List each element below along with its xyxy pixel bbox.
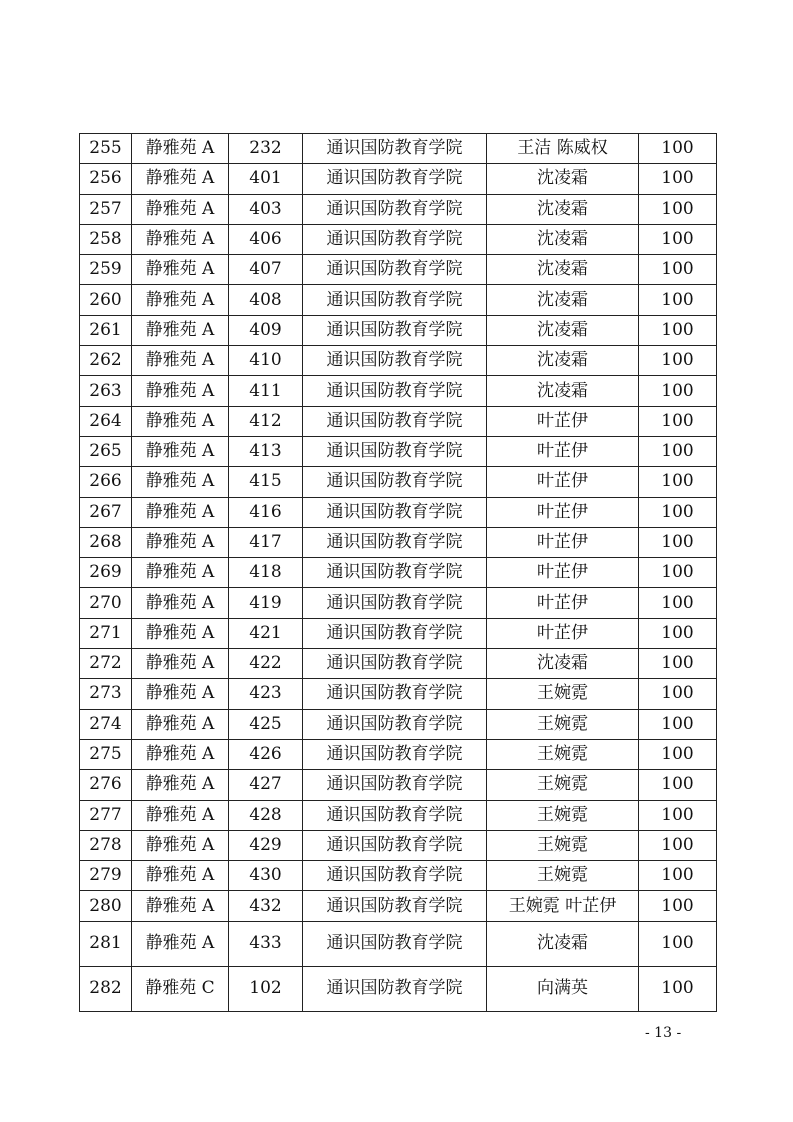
responsible-person-cell: 叶芷伊 — [487, 467, 639, 497]
table-row — [80, 966, 717, 1011]
row-number-cell: 278 — [80, 830, 132, 860]
college-cell: 通识国防教育学院 — [303, 891, 487, 921]
college-cell: 通识国防教育学院 — [303, 679, 487, 709]
building-cell: 静雅苑 A — [132, 800, 229, 830]
building-cell: 静雅苑 A — [132, 921, 229, 966]
row-number-cell: 271 — [80, 618, 132, 648]
table-row — [80, 618, 717, 648]
row-number-cell: 260 — [80, 285, 132, 315]
building-cell: 静雅苑 A — [132, 315, 229, 345]
college-cell: 通识国防教育学院 — [303, 770, 487, 800]
building-cell: 静雅苑 A — [132, 709, 229, 739]
building-cell: 静雅苑 A — [132, 588, 229, 618]
building-cell: 静雅苑 A — [132, 285, 229, 315]
table-row — [80, 679, 717, 709]
row-number-cell: 281 — [80, 921, 132, 966]
table-row — [80, 861, 717, 891]
row-number-cell: 279 — [80, 861, 132, 891]
responsible-person-cell: 沈凌霜 — [487, 649, 639, 679]
table-row — [80, 376, 717, 406]
score-cell: 100 — [639, 709, 717, 739]
room-number-cell: 433 — [229, 921, 303, 966]
row-number-cell: 274 — [80, 709, 132, 739]
score-cell: 100 — [639, 194, 717, 224]
row-number-cell: 265 — [80, 436, 132, 466]
row-number-cell: 267 — [80, 497, 132, 527]
responsible-person-cell: 沈凌霜 — [487, 346, 639, 376]
row-number-cell: 256 — [80, 164, 132, 194]
building-cell: 静雅苑 A — [132, 558, 229, 588]
table-row — [80, 800, 717, 830]
score-cell: 100 — [639, 921, 717, 966]
responsible-person-cell: 叶芷伊 — [487, 436, 639, 466]
responsible-person-cell: 王婉霓 — [487, 739, 639, 769]
college-cell: 通识国防教育学院 — [303, 436, 487, 466]
building-cell: 静雅苑 A — [132, 346, 229, 376]
building-cell: 静雅苑 A — [132, 376, 229, 406]
responsible-person-cell: 叶芷伊 — [487, 558, 639, 588]
row-number-cell: 280 — [80, 891, 132, 921]
responsible-person-cell: 王婉霓 — [487, 800, 639, 830]
table-row — [80, 709, 717, 739]
responsible-person-cell: 沈凌霜 — [487, 315, 639, 345]
room-number-cell: 418 — [229, 558, 303, 588]
score-cell: 100 — [639, 315, 717, 345]
room-number-cell: 102 — [229, 966, 303, 1011]
building-cell: 静雅苑 A — [132, 739, 229, 769]
college-cell: 通识国防教育学院 — [303, 315, 487, 345]
building-cell: 静雅苑 A — [132, 891, 229, 921]
college-cell: 通识国防教育学院 — [303, 527, 487, 557]
building-cell: 静雅苑 A — [132, 224, 229, 254]
row-number-cell: 276 — [80, 770, 132, 800]
college-cell: 通识国防教育学院 — [303, 497, 487, 527]
building-cell: 静雅苑 A — [132, 406, 229, 436]
room-number-cell: 426 — [229, 739, 303, 769]
college-cell: 通识国防教育学院 — [303, 285, 487, 315]
building-cell: 静雅苑 A — [132, 861, 229, 891]
row-number-cell: 270 — [80, 588, 132, 618]
row-number-cell: 258 — [80, 224, 132, 254]
table-row — [80, 558, 717, 588]
responsible-person-cell: 叶芷伊 — [487, 588, 639, 618]
row-number-cell: 282 — [80, 966, 132, 1011]
room-number-cell: 406 — [229, 224, 303, 254]
table-row — [80, 134, 717, 164]
table-row — [80, 588, 717, 618]
responsible-person-cell: 沈凌霜 — [487, 224, 639, 254]
row-number-cell: 264 — [80, 406, 132, 436]
score-cell: 100 — [639, 436, 717, 466]
room-number-cell: 410 — [229, 346, 303, 376]
college-cell: 通识国防教育学院 — [303, 861, 487, 891]
row-number-cell: 255 — [80, 134, 132, 164]
room-number-cell: 232 — [229, 134, 303, 164]
responsible-person-cell: 叶芷伊 — [487, 497, 639, 527]
table-body — [80, 134, 717, 1012]
row-number-cell: 261 — [80, 315, 132, 345]
score-cell: 100 — [639, 467, 717, 497]
college-cell: 通识国防教育学院 — [303, 558, 487, 588]
responsible-person-cell: 叶芷伊 — [487, 618, 639, 648]
responsible-person-cell: 王婉霓 — [487, 861, 639, 891]
table-row — [80, 224, 717, 254]
responsible-person-cell: 叶芷伊 — [487, 406, 639, 436]
responsible-person-cell: 王洁 陈威权 — [487, 134, 639, 164]
responsible-person-cell: 沈凌霜 — [487, 194, 639, 224]
score-cell: 100 — [639, 164, 717, 194]
college-cell: 通识国防教育学院 — [303, 376, 487, 406]
room-number-cell: 432 — [229, 891, 303, 921]
building-cell: 静雅苑 A — [132, 679, 229, 709]
row-number-cell: 269 — [80, 558, 132, 588]
score-cell: 100 — [639, 618, 717, 648]
building-cell: 静雅苑 A — [132, 134, 229, 164]
college-cell: 通识国防教育学院 — [303, 739, 487, 769]
score-cell: 100 — [639, 224, 717, 254]
score-cell: 100 — [639, 497, 717, 527]
college-cell: 通识国防教育学院 — [303, 618, 487, 648]
table-row — [80, 527, 717, 557]
room-number-cell: 411 — [229, 376, 303, 406]
table-row — [80, 830, 717, 860]
building-cell: 静雅苑 C — [132, 966, 229, 1011]
room-number-cell: 429 — [229, 830, 303, 860]
table-row — [80, 255, 717, 285]
responsible-person-cell: 王婉霓 叶芷伊 — [487, 891, 639, 921]
score-cell: 100 — [639, 891, 717, 921]
row-number-cell: 273 — [80, 679, 132, 709]
room-number-cell: 413 — [229, 436, 303, 466]
table-row — [80, 467, 717, 497]
college-cell: 通识国防教育学院 — [303, 709, 487, 739]
responsible-person-cell: 王婉霓 — [487, 830, 639, 860]
room-number-cell: 419 — [229, 588, 303, 618]
room-number-cell: 428 — [229, 800, 303, 830]
room-number-cell: 408 — [229, 285, 303, 315]
building-cell: 静雅苑 A — [132, 770, 229, 800]
row-number-cell: 268 — [80, 527, 132, 557]
table-row — [80, 194, 717, 224]
responsible-person-cell: 沈凌霜 — [487, 921, 639, 966]
table-row — [80, 891, 717, 921]
building-cell: 静雅苑 A — [132, 164, 229, 194]
room-number-cell: 425 — [229, 709, 303, 739]
building-cell: 静雅苑 A — [132, 194, 229, 224]
score-cell: 100 — [639, 739, 717, 769]
room-number-cell: 403 — [229, 194, 303, 224]
room-number-cell: 415 — [229, 467, 303, 497]
row-number-cell: 277 — [80, 800, 132, 830]
score-cell: 100 — [639, 966, 717, 1011]
room-number-cell: 412 — [229, 406, 303, 436]
responsible-person-cell: 沈凌霜 — [487, 255, 639, 285]
responsible-person-cell: 沈凌霜 — [487, 285, 639, 315]
college-cell: 通识国防教育学院 — [303, 134, 487, 164]
row-number-cell: 272 — [80, 649, 132, 679]
room-number-cell: 427 — [229, 770, 303, 800]
dormitory-score-table — [79, 133, 717, 1012]
building-cell: 静雅苑 A — [132, 497, 229, 527]
table-row — [80, 346, 717, 376]
college-cell: 通识国防教育学院 — [303, 164, 487, 194]
score-cell: 100 — [639, 770, 717, 800]
responsible-person-cell: 沈凌霜 — [487, 376, 639, 406]
score-cell: 100 — [639, 346, 717, 376]
college-cell: 通识国防教育学院 — [303, 921, 487, 966]
score-cell: 100 — [639, 255, 717, 285]
building-cell: 静雅苑 A — [132, 527, 229, 557]
college-cell: 通识国防教育学院 — [303, 467, 487, 497]
row-number-cell: 262 — [80, 346, 132, 376]
room-number-cell: 407 — [229, 255, 303, 285]
score-cell: 100 — [639, 527, 717, 557]
table-row — [80, 164, 717, 194]
table-row — [80, 406, 717, 436]
responsible-person-cell: 王婉霓 — [487, 770, 639, 800]
score-cell: 100 — [639, 134, 717, 164]
table-row — [80, 497, 717, 527]
college-cell: 通识国防教育学院 — [303, 830, 487, 860]
page-number: - 13 - — [645, 1025, 682, 1041]
score-cell: 100 — [639, 588, 717, 618]
score-cell: 100 — [639, 679, 717, 709]
score-cell: 100 — [639, 376, 717, 406]
building-cell: 静雅苑 A — [132, 830, 229, 860]
responsible-person-cell: 沈凌霜 — [487, 164, 639, 194]
row-number-cell: 275 — [80, 739, 132, 769]
score-cell: 100 — [639, 406, 717, 436]
responsible-person-cell: 向满英 — [487, 966, 639, 1011]
room-number-cell: 422 — [229, 649, 303, 679]
responsible-person-cell: 王婉霓 — [487, 709, 639, 739]
table-row — [80, 315, 717, 345]
responsible-person-cell: 叶芷伊 — [487, 527, 639, 557]
building-cell: 静雅苑 A — [132, 649, 229, 679]
responsible-person-cell: 王婉霓 — [487, 679, 639, 709]
table-row — [80, 770, 717, 800]
college-cell: 通识国防教育学院 — [303, 966, 487, 1011]
room-number-cell: 423 — [229, 679, 303, 709]
room-number-cell: 401 — [229, 164, 303, 194]
room-number-cell: 416 — [229, 497, 303, 527]
college-cell: 通识国防教育学院 — [303, 649, 487, 679]
building-cell: 静雅苑 A — [132, 467, 229, 497]
table-row — [80, 649, 717, 679]
score-cell: 100 — [639, 861, 717, 891]
college-cell: 通识国防教育学院 — [303, 194, 487, 224]
table-row — [80, 285, 717, 315]
college-cell: 通识国防教育学院 — [303, 588, 487, 618]
building-cell: 静雅苑 A — [132, 618, 229, 648]
room-number-cell: 417 — [229, 527, 303, 557]
score-cell: 100 — [639, 800, 717, 830]
row-number-cell: 259 — [80, 255, 132, 285]
room-number-cell: 430 — [229, 861, 303, 891]
score-cell: 100 — [639, 649, 717, 679]
score-cell: 100 — [639, 830, 717, 860]
building-cell: 静雅苑 A — [132, 255, 229, 285]
table-row — [80, 436, 717, 466]
table-row — [80, 739, 717, 769]
college-cell: 通识国防教育学院 — [303, 346, 487, 376]
college-cell: 通识国防教育学院 — [303, 255, 487, 285]
college-cell: 通识国防教育学院 — [303, 224, 487, 254]
row-number-cell: 266 — [80, 467, 132, 497]
row-number-cell: 263 — [80, 376, 132, 406]
row-number-cell: 257 — [80, 194, 132, 224]
building-cell: 静雅苑 A — [132, 436, 229, 466]
score-cell: 100 — [639, 285, 717, 315]
room-number-cell: 421 — [229, 618, 303, 648]
score-cell: 100 — [639, 558, 717, 588]
college-cell: 通识国防教育学院 — [303, 800, 487, 830]
room-number-cell: 409 — [229, 315, 303, 345]
college-cell: 通识国防教育学院 — [303, 406, 487, 436]
table-row — [80, 921, 717, 966]
